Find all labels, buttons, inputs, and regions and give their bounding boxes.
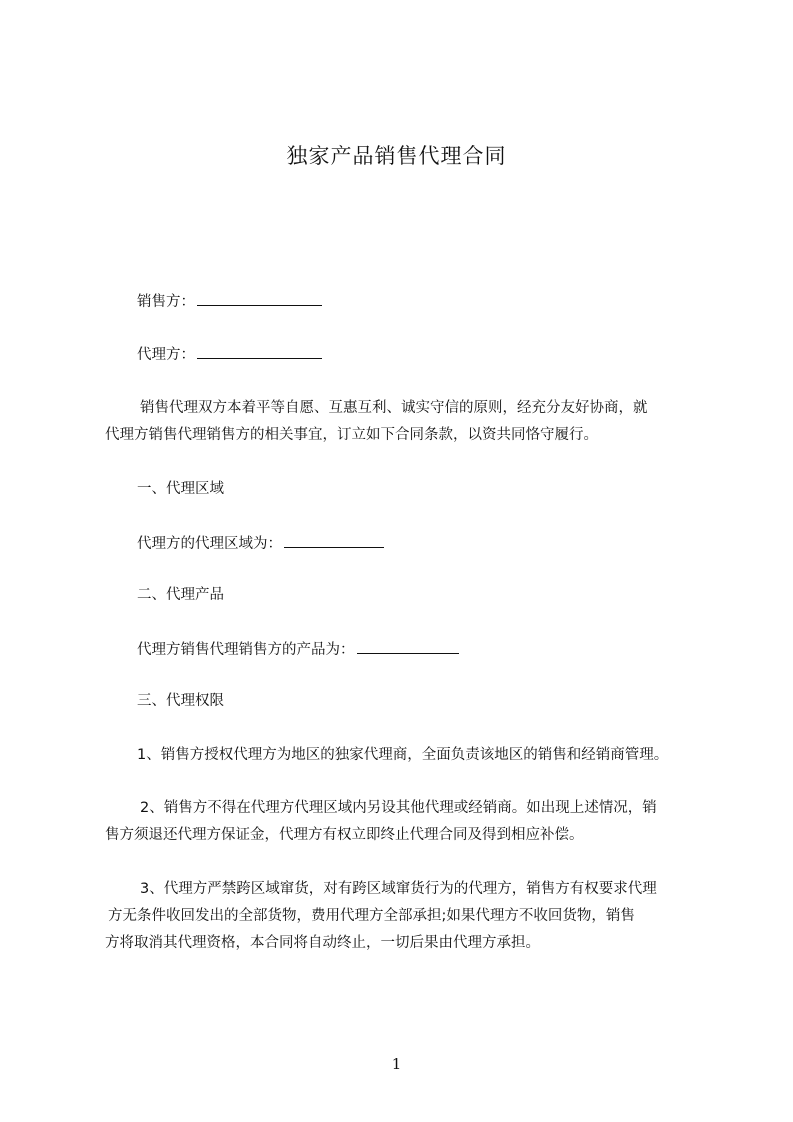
seller-label: 销售方： xyxy=(137,294,195,310)
section-1-heading: 一、代理区域 xyxy=(137,481,224,497)
product-blank xyxy=(357,639,459,654)
section-3-item-2-line-1: 2、销售方不得在代理方代理区域内另设其他代理或经销商。如出现上述情况，销 xyxy=(140,800,657,816)
document-title: 独家产品销售代理合同 xyxy=(286,144,507,168)
section-3-item-2-line-2: 售方须退还代理方保证金，代理方有权立即终止代理合同及得到相应补偿。 xyxy=(105,827,584,843)
section-3-item-3-line-2: 方无条件收回发出的全部货物，费用代理方全部承担;如果代理方不收回货物，销售 xyxy=(108,908,635,924)
seller-blank xyxy=(197,291,322,306)
section-1-text-line xyxy=(137,533,384,554)
section-3-item-3-line-3: 方将取消其代理资格，本合同将自动终止，一切后果由代理方承担。 xyxy=(105,935,540,951)
section-1-text: 代理方的代理区域为： xyxy=(137,536,282,552)
agent-label: 代理方： xyxy=(137,347,195,363)
agent-line xyxy=(137,344,322,365)
region-blank xyxy=(284,533,384,548)
section-2-heading: 二、代理产品 xyxy=(137,587,224,603)
section-2-text: 代理方销售代理销售方的产品为： xyxy=(137,642,355,658)
intro-line-1: 销售代理双方本着平等自愿、互惠互利、诚实守信的原则，经充分友好协商，就 xyxy=(140,400,648,416)
section-3-item-3-line-1: 3、代理方严禁跨区域窜货，对有跨区域窜货行为的代理方，销售方有权要求代理 xyxy=(140,881,657,897)
section-3-item-1: 1、销售方授权代理方为地区的独家代理商，全面负责该地区的销售和经销商管理。 xyxy=(137,747,669,763)
intro-line-2: 代理方销售代理销售方的相关事宜，订立如下合同条款，以资共同恪守履行。 xyxy=(105,427,598,443)
section-2-text-line xyxy=(137,639,459,660)
seller-line xyxy=(137,291,322,312)
agent-blank xyxy=(197,344,322,359)
page-number: 1 xyxy=(391,1055,402,1073)
section-3-heading: 三、代理权限 xyxy=(137,693,224,709)
